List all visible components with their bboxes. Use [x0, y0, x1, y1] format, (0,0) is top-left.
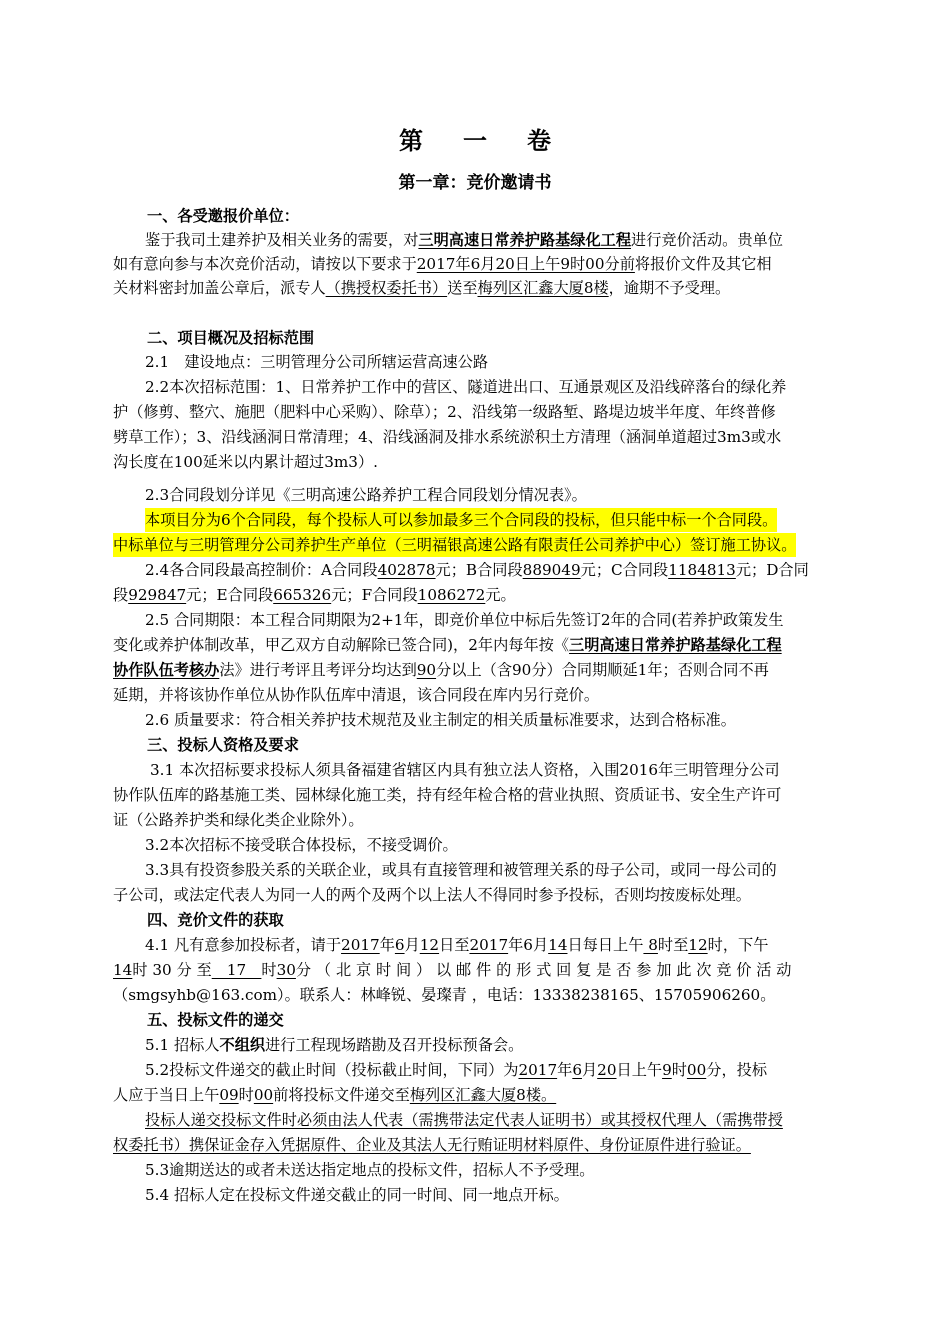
document-page: 第 一 卷 第一章：竞价邀请书 一、各受邀报价单位： 鉴于我司土建养护及相关业务的需要，对三明高速日常养护路基绿化工程进行竞价活动。贵单位 如有意向参与本次竞价活动，请按以下要求于2017年6月20日上午9时00分前将报价文件及其它相 关材料密封加盖公章后，派专人（携授权委托书）送至梅列区汇鑫大厦8楼，逾期不予受理。 二、项目概况及招标范围 2.1 建设地点：三明管理分公司所辖运营高速公路 2.2本次招标范围：1、日常养护工作中的营区、隧道进出口、互通景观区及沿线碎落台的绿化养 护（修剪、整穴、施肥（肥料中心采购）、除草）；2、沿线第一级路堑、路堤边坡半年度、年终普修 劈草工作）；3、沿线涵洞日常清理；4、沿线涵洞及排水系统淤积土方清理（涵洞单道超过3m3或水 沟长度在100延米以内累计超过3m3）. 2.3合同段划分详见《三明高速公路养护工程合同段划分情况表》。 本项目分为6个合同段，每个投标人可以参加最多三个合同段的投标，但只能中标一个合同段。 中标单位与三明管理分公司养护生产单位（三明福银高速公路有限责任公司养护中心）签订施工协议。 2.4各合同段最高控制价：A合同段402878元；B合同段889049元；C合同段1184813元；D合同 段929847元；E合同段665326元；F合同段1086272元。 2.5 合同期限：本工程合同期限为2+1年，即竞价单位中标后先签订2年的合同(若养护政策发生 变化或养护体制改革，甲乙双方自动解除已签合同)，2年内每年按《三明高速日常养护路基绿化工程 协作队伍考核办法》进行考评且考评分均达到90分以上（含90分）合同期顺延1年；否则合同不再 延期，并将该协作单位从协作队伍库中清退，该合同段在库内另行竞价。 2.6 质量要求：符合相关养护技术规范及业主制定的相关质量标准要求，达到合格标准。 三、投标人资格及要求 3.1 本次招标要求投标人须具备福建省辖区内具有独立法人资格，入围2016年三明管理分公司 协作队伍库的路基施工类、园林绿化施工类，持有经年检合格的营业执照、资质证书、安全生产许可 证（公路养护类和绿化类企业除外）。 3.2本次招标不接受联合体投标，不接受调价。 3.3具有投资参股关系的关联企业，或具有直接管理和被管理关系的母子公司，或同一母公司的 子公司，或法定代表人为同一人的两个及两个以上法人不得同时参予投标，否则均按废标处理。 四、竞价文件的获取 4.1 凡有意参加投标者，请于2017年6月12日至2017年6月14日每日上午 8时至12时，下午 14时 30 分 至 17 时30分 （ 北 京 时 间 ） 以 邮 件 的 形 式 回 复 是 否 参 加 此 次 竞 价 活 动 （smgsyhb@163.com）。联系人：林峰锐、晏璨青 ，电话：13338238165、15705906260。 五、投标文件的递交 5.1 招标人不组织进行工程现场踏勘及召开投标预备会。 5.2投标文件递交的截止时间（投标截止时间，下同）为2017年6月20日上午9时00分，投标 人应于当日上午09时00前将投标文件递交至梅列区汇鑫大厦8楼。 投标人递交投标文件时必须由法人代表（需携带法定代表人证明书）或其授权代理人（需携带授 权委托书）携保证金存入凭据原件、企业及其法人无行贿证明材料原件、身份证原件进行验证。 5.3逾期送达的或者未送达指定地点的投标文件，招标人不予受理。 5.4 招标人定在投标文件递交截止的同一时间、同一地点开标。: [0, 0, 950, 1344]
chapter-title: 第一章：竞价邀请书: [398, 173, 552, 193]
volume-title: 第 一 卷: [399, 127, 551, 155]
